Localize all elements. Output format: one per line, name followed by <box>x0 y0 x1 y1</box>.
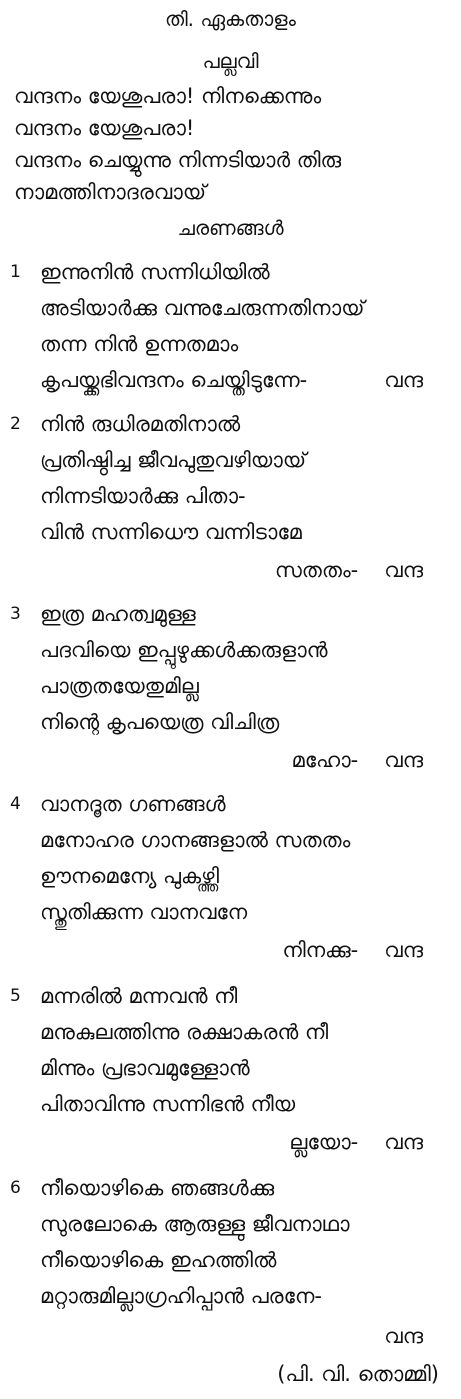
stanza-end-word: സതതം- <box>274 558 359 582</box>
refrain-cue: വന്ദ <box>384 368 423 392</box>
refrain-cue: വന്ദ <box>384 938 423 962</box>
stanza-end-word: നിനക്കു- <box>282 938 359 962</box>
pallavi-heading: പല്ലവി <box>202 49 259 73</box>
stanza-line: സുരലോകെ ആരുള്ളു ജീവനാഥാ <box>40 1212 350 1236</box>
stanza-refrain <box>289 1128 423 1156</box>
stanza-line: നിന്റെ കൃപയെത്ര വിചിത്ര <box>40 710 280 734</box>
stanza-line: കൃപയ്ക്കഭിവന്ദനം ചെയ്തിടുന്നേ- <box>40 368 308 392</box>
stanza-number: 6 <box>10 1178 21 1198</box>
stanza-number: 2 <box>10 414 21 434</box>
pallavi-line: വന്ദനം ചെയ്യുന്നു നിന്നടിയാർ തിരു <box>14 148 342 172</box>
pallavi-line: വന്ദനം യേശുപരാ! നിനക്കെന്നും <box>14 84 322 108</box>
stanza-line: നിന്നടിയാർക്കു പിതാ- <box>40 484 246 508</box>
stanza-refrain <box>275 556 423 584</box>
stanza-line: നിൻ രുധിരമതിനാൽ <box>40 412 241 436</box>
stanza-end-word: മഹോ- <box>291 748 359 772</box>
stanza-number: 5 <box>10 986 21 1006</box>
stanza-number: 3 <box>10 604 21 624</box>
stanza-number: 1 <box>10 262 21 282</box>
stanza-line: തന്ന നിൻ ഉന്നതമാം <box>40 332 239 356</box>
tune-label: തി. ഏകതാളം <box>165 7 296 31</box>
stanza-line: നീയൊഴികെ ഞങ്ങൾക്കു <box>40 1176 275 1200</box>
pallavi-line: നാമത്തിനാദരവായ് <box>14 180 207 204</box>
charanam-heading: ചരണങ്ങൾ <box>177 216 284 240</box>
pallavi-line: വന്ദനം യേശുപരാ! <box>14 116 195 140</box>
stanza-line: മനോഹര ഗാനങ്ങളാൽ സതതം <box>40 828 351 852</box>
refrain-cue: വന്ദ <box>384 558 423 582</box>
stanza-line: മനുകുലത്തിന്നു രക്ഷാകരൻ നീ <box>40 1020 329 1044</box>
stanza-refrain <box>282 936 423 964</box>
stanza-line: പാത്രതയേതുമില്ല <box>40 674 199 698</box>
stanza-line: സ്തുതിക്കുന്ന വാനവനേ <box>40 900 248 924</box>
stanza-line: പ്രതിഷ്ഠിച്ച ജീവപുതുവഴിയായ് <box>40 448 307 472</box>
stanza-line: പിതാവിന്നു സന്നിഭൻ നീയ <box>40 1092 296 1116</box>
stanza-number: 4 <box>10 794 21 814</box>
stanza-line: അടിയാർക്കു വന്നുചേരുന്നതിനായ് <box>40 296 365 320</box>
stanza-end-word: ല്ലയോ- <box>289 1130 359 1154</box>
stanza-refrain <box>384 1322 423 1350</box>
stanza-line: മന്നരിൽ മന്നവൻ നീ <box>40 984 238 1008</box>
stanza-line: നീയൊഴികെ ഇഹത്തിൽ <box>40 1248 277 1272</box>
stanza-line: വാനദൂത ഗണങ്ങൾ <box>40 792 226 816</box>
stanza-line: പദവിയെ ഇപ്പുഴുക്കൾക്കരുളാൻ <box>40 638 328 662</box>
stanza-line: ഊനമെന്യേ പുകഴ്ത്തി <box>40 864 220 888</box>
stanza-line: വിൻ സന്നിധൌ വന്നിടാമേ <box>40 520 302 544</box>
stanza-line: മിന്നും പ്രഭാവമുള്ളോൻ <box>40 1056 250 1080</box>
refrain-cue: വന്ദ <box>384 748 423 772</box>
stanza-line: ഇത്ര മഹത്വമുള്ള <box>40 602 196 626</box>
stanza-refrain <box>384 366 423 394</box>
refrain-cue: വന്ദ <box>384 1130 423 1154</box>
refrain-cue: വന്ദ <box>384 1324 423 1348</box>
stanza-refrain <box>292 746 423 774</box>
stanza-line: മറ്റാരുമില്ലാഗ്രഹിപ്പാൻ പരനേ- <box>40 1284 322 1308</box>
stanza-line: ഇന്നുനിൻ സന്നിധിയിൽ <box>40 260 270 284</box>
author-credit: (പി. വി. തൊമ്മി) <box>277 1362 439 1386</box>
